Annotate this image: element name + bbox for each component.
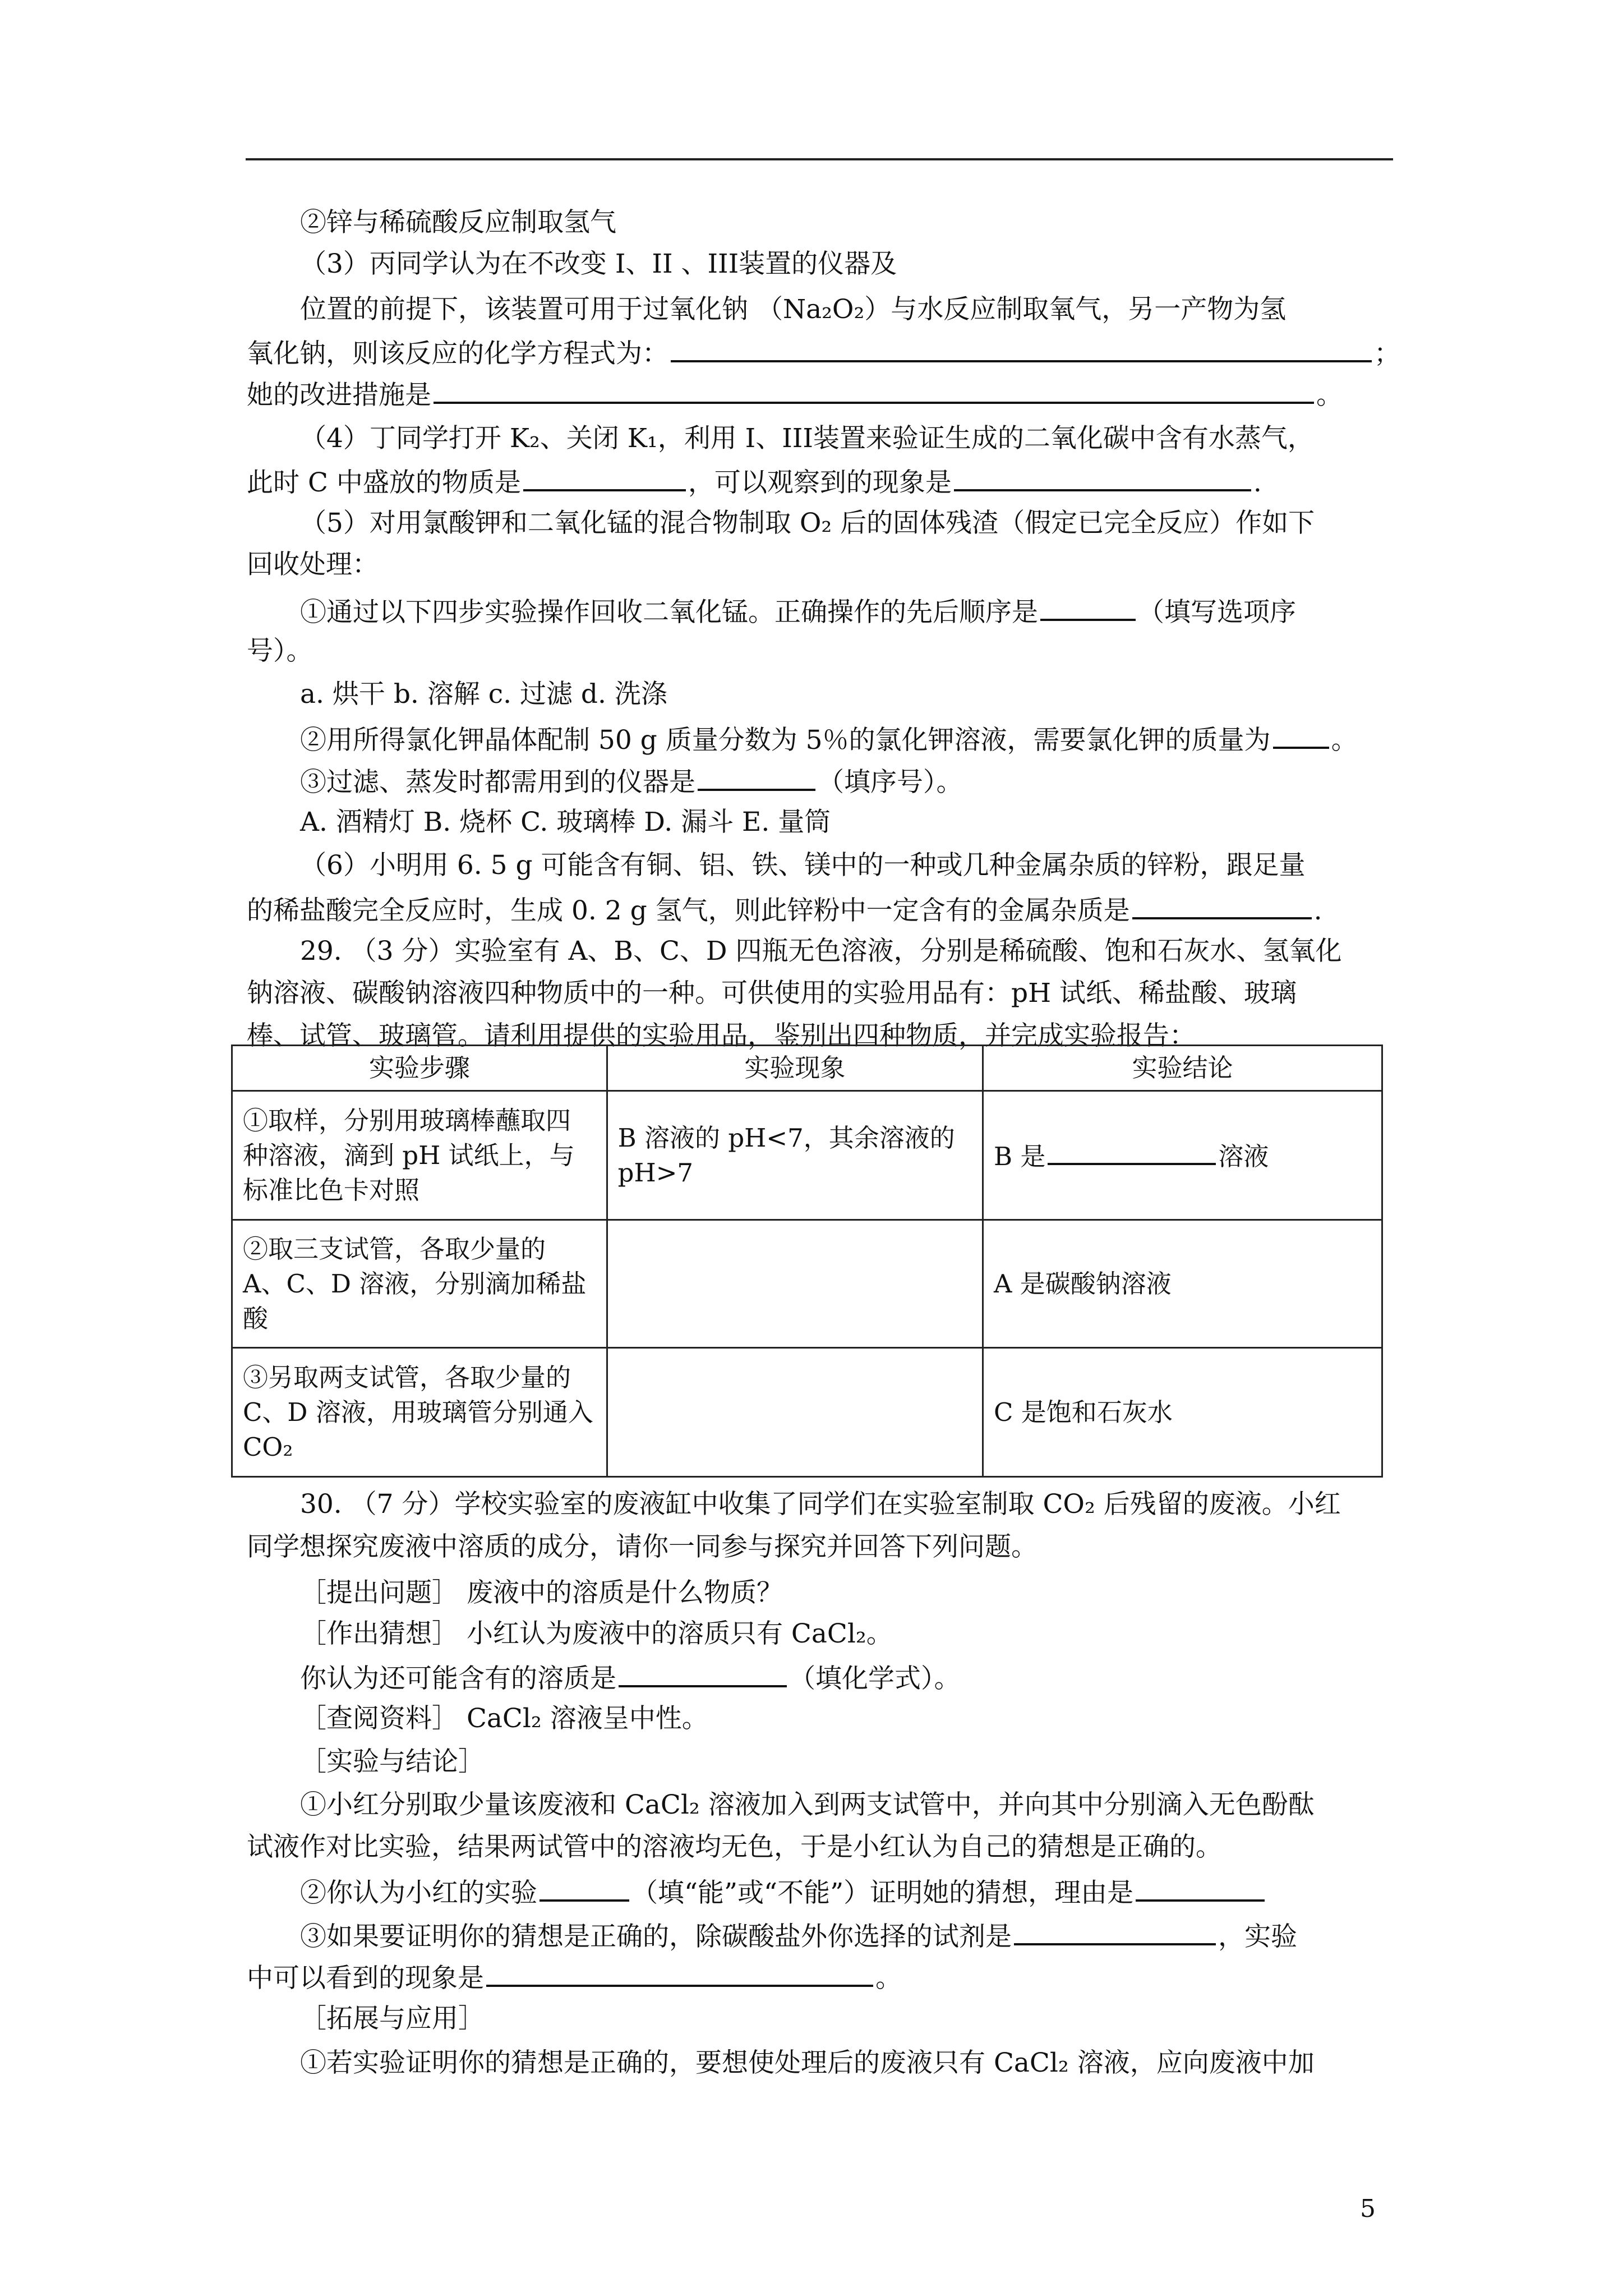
answer-blank[interactable] xyxy=(1048,1137,1216,1165)
answer-blank[interactable] xyxy=(619,1659,787,1687)
text-line: ［作出猜想］ 小红认为废液中的溶质只有 CaCl₂。 xyxy=(300,1618,893,1649)
text-line: ［拓展与应用］ xyxy=(300,2003,485,2034)
answer-blank[interactable] xyxy=(523,463,686,491)
answer-blank[interactable] xyxy=(954,463,1251,491)
table-row xyxy=(232,1348,1382,1477)
table-row xyxy=(232,1220,1382,1348)
text-line: 你认为还可能含有的溶质是 （填化学式）。 xyxy=(300,1659,961,1693)
text-line: 棒、试管、玻璃管。请利用提供的实验用品，鉴别出四种物质，并完成实验报告： xyxy=(247,1020,1196,1051)
experiment-report-table xyxy=(231,1045,1383,1478)
answer-blank[interactable] xyxy=(1273,721,1329,749)
table-header: 实验现象 xyxy=(607,1046,983,1091)
text-line: a. 烘干 b. 溶解 c. 过滤 d. 洗涤 xyxy=(300,679,667,710)
table-header-row xyxy=(232,1046,1382,1091)
text-line: ①通过以下四步实验操作回收二氧化锰。正确操作的先后顺序是 （填写选项序 xyxy=(300,593,1296,627)
header-rule xyxy=(246,158,1393,160)
table-cell: C 是饱和石灰水 xyxy=(983,1348,1382,1477)
answer-blank[interactable] xyxy=(540,1874,629,1902)
text-line: 的稀盐酸完全反应时，生成 0. 2 g 氢气，则此锌粉中一定含有的金属杂质是 . xyxy=(247,891,1322,925)
text-line: 29. （3 分）实验室有 A、B、C、D 四瓶无色溶液，分别是稀硫酸、饱和石灰水、氢氧化 xyxy=(300,936,1342,967)
page-number: 5 xyxy=(1360,2194,1376,2223)
text-line: ［提出问题］ 废液中的溶质是什么物质？ xyxy=(300,1577,783,1608)
text-line: 试液作对比实验，结果两试管中的溶液均无色，于是小红认为自己的猜想是正确的。 xyxy=(247,1832,1222,1862)
text-line: ③如果要证明你的猜想是正确的，除碳酸盐外你选择的试剂是 ，实验 xyxy=(300,1917,1297,1951)
answer-blank[interactable] xyxy=(486,1959,873,1987)
table-cell: A 是碳酸钠溶液 xyxy=(983,1220,1382,1348)
text-line: 中可以看到的现象是 。 xyxy=(247,1959,902,1993)
text-line: 号）。 xyxy=(247,636,313,666)
answer-blank[interactable] xyxy=(1040,593,1136,621)
text-line: 她的改进措施是 。 xyxy=(247,376,1343,409)
answer-blank[interactable] xyxy=(698,763,815,791)
table-cell[interactable] xyxy=(607,1348,983,1477)
text-line: ②你认为小红的实验 （填“能”或“不能”）证明她的猜想，理由是 xyxy=(300,1874,1267,1907)
answer-blank[interactable] xyxy=(434,376,1314,404)
answer-blank[interactable] xyxy=(1014,1917,1216,1945)
text-line: ②用所得氯化钾晶体配制 50 g 质量分数为 5％的氯化钾溶液，需要氯化钾的质量为 。 xyxy=(300,721,1358,754)
text-line: 此时 C 中盛放的物质是 ，可以观察到的现象是 . xyxy=(247,463,1262,497)
answer-blank[interactable] xyxy=(1132,891,1312,919)
table-header: 实验结论 xyxy=(983,1046,1382,1091)
text-line: ①若实验证明你的猜想是正确的，要想使处理后的废液只有 CaCl₂ 溶液，应向废液中加 xyxy=(300,2047,1315,2078)
text-line: 钠溶液、碳酸钠溶液四种物质中的一种。可供使用的实验用品有：pH 试纸、稀盐酸、玻璃 xyxy=(247,978,1297,1009)
table-cell: B 是 溶液 xyxy=(983,1091,1382,1220)
text-line: （3）丙同学认为在不改变 I、II 、III装置的仪器及 xyxy=(300,249,897,279)
text-line: （5）对用氯酸钾和二氧化锰的混合物制取 O₂ 后的固体残渣（假定已完全反应）作如下 xyxy=(300,508,1315,539)
text-line: A. 酒精灯 B. 烧杯 C. 玻璃棒 D. 漏斗 E. 量筒 xyxy=(300,807,831,838)
text-line: ③过滤、蒸发时都需用到的仪器是 （填序号）。 xyxy=(300,763,963,797)
table-header: 实验步骤 xyxy=(232,1046,607,1091)
text-line: ［查阅资料］ CaCl₂ 溶液呈中性。 xyxy=(300,1703,708,1734)
text-line: ［实验与结论］ xyxy=(300,1746,485,1777)
text-line: （6）小明用 6. 5 g 可能含有铜、铝、铁、镁中的一种或几种金属杂质的锌粉，跟足量 xyxy=(300,850,1306,881)
text-line: 回收处理： xyxy=(247,549,379,580)
text-line: 位置的前提下，该装置可用于过氧化钠 （Na₂O₂）与水反应制取氧气，另一产物为氢 xyxy=(300,294,1287,325)
text-line: ②锌与稀硫酸反应制取氢气 xyxy=(300,207,616,238)
table-cell: ①取样，分别用玻璃棒蘸取四种溶液，滴到 pH 试纸上，与标准比色卡对照 xyxy=(232,1091,607,1220)
table-cell: ②取三支试管，各取少量的 A、C、D 溶液，分别滴加稀盐酸 xyxy=(232,1220,607,1348)
table-row xyxy=(232,1091,1382,1220)
answer-blank[interactable] xyxy=(1136,1874,1265,1902)
table-cell: ③另取两支试管，各取少量的 C、D 溶液，用玻璃管分别通入 CO₂ xyxy=(232,1348,607,1477)
table-cell[interactable] xyxy=(607,1220,983,1348)
text-line: （4）丁同学打开 K₂、关闭 K₁，利用 I、III装置来验证生成的二氧化碳中含有水蒸气， xyxy=(300,423,1314,454)
text-line: 氧化钠，则该反应的化学方程式为： ； xyxy=(247,334,1400,368)
text-line: 同学想探究废液中溶质的成分，请你一同参与探究并回答下列问题。 xyxy=(247,1531,1038,1562)
table-cell: B 溶液的 pH<7，其余溶液的 pH>7 xyxy=(607,1091,983,1220)
text-line: 30. （7 分）学校实验室的废液缸中收集了同学们在实验室制取 CO₂ 后残留的废液。小红 xyxy=(300,1489,1341,1520)
answer-blank[interactable] xyxy=(671,334,1372,362)
text-line: ①小红分别取少量该废液和 CaCl₂ 溶液加入到两支试管中，并向其中分别滴入无色酚酞 xyxy=(300,1789,1315,1820)
